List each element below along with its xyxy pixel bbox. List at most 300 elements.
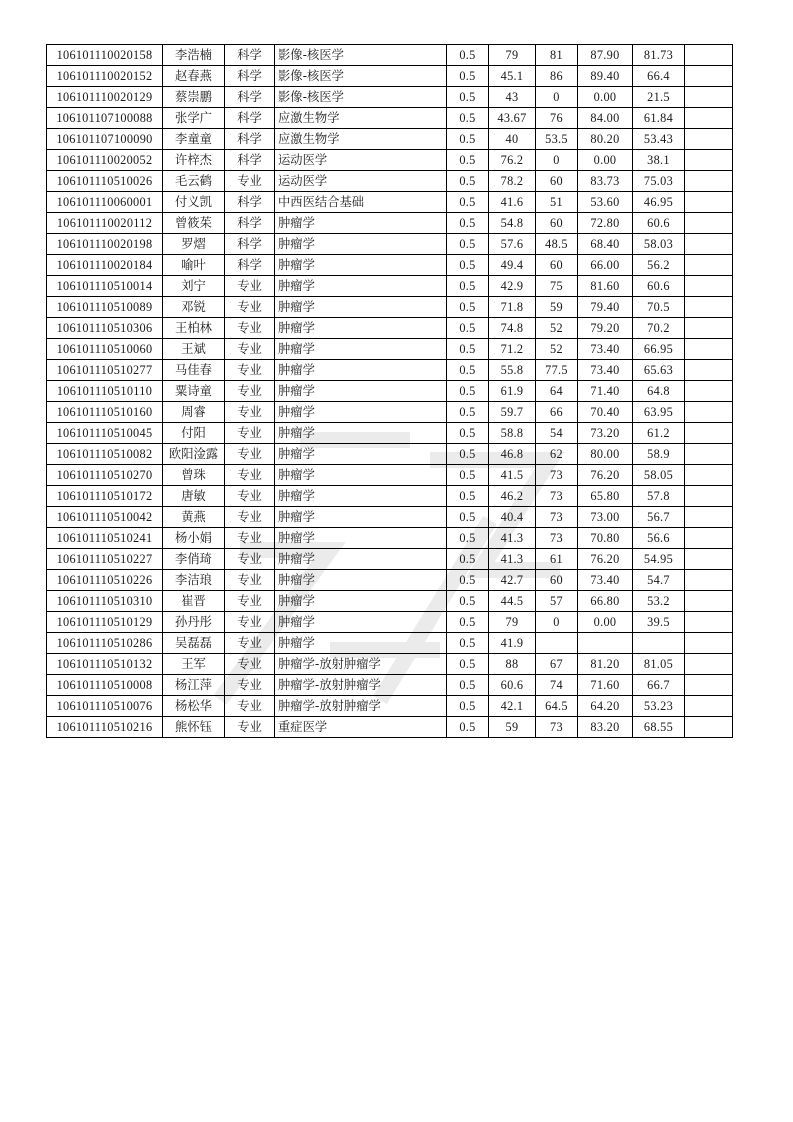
table-body — [47, 45, 733, 738]
cell-remark — [685, 717, 733, 738]
table-row — [47, 675, 733, 696]
cell-comprehensive-score: 83.73 — [578, 171, 633, 192]
table-row — [47, 591, 733, 612]
cell-comprehensive-score: 72.80 — [578, 213, 633, 234]
cell-total-score: 53.43 — [633, 129, 685, 150]
table-row — [47, 444, 733, 465]
table-row — [47, 381, 733, 402]
cell-major: 肿瘤学 — [275, 402, 447, 423]
table-row — [47, 549, 733, 570]
cell-major: 肿瘤学 — [275, 633, 447, 654]
cell-comprehensive-score: 66.00 — [578, 255, 633, 276]
cell-written-score: 58.8 — [489, 423, 536, 444]
cell-remark — [685, 360, 733, 381]
cell-degree-type: 科学 — [225, 150, 275, 171]
cell-interview-score: 0 — [536, 87, 578, 108]
cell-interview-score: 64 — [536, 381, 578, 402]
cell-degree-type: 专业 — [225, 465, 275, 486]
table-row — [47, 696, 733, 717]
table-row — [47, 108, 733, 129]
cell-remark — [685, 87, 733, 108]
cell-candidate-name: 赵春燕 — [163, 66, 225, 87]
cell-remark — [685, 549, 733, 570]
cell-major: 肿瘤学 — [275, 612, 447, 633]
cell-weight: 0.5 — [447, 150, 489, 171]
cell-candidate-name: 张学广 — [163, 108, 225, 129]
cell-total-score: 58.9 — [633, 444, 685, 465]
cell-total-score: 64.8 — [633, 381, 685, 402]
cell-remark — [685, 255, 733, 276]
cell-comprehensive-score: 89.40 — [578, 66, 633, 87]
cell-total-score: 60.6 — [633, 213, 685, 234]
cell-major: 肿瘤学 — [275, 339, 447, 360]
cell-remark — [685, 444, 733, 465]
cell-candidate-id: 106101110510089 — [47, 297, 163, 318]
cell-candidate-name: 毛云鹤 — [163, 171, 225, 192]
cell-weight: 0.5 — [447, 129, 489, 150]
cell-candidate-id: 106101110020112 — [47, 213, 163, 234]
cell-candidate-name: 孙丹彤 — [163, 612, 225, 633]
cell-remark — [685, 150, 733, 171]
cell-candidate-id: 106101110060001 — [47, 192, 163, 213]
cell-major: 影像-核医学 — [275, 87, 447, 108]
cell-candidate-name: 李俏琦 — [163, 549, 225, 570]
cell-major: 影像-核医学 — [275, 45, 447, 66]
cell-remark — [685, 570, 733, 591]
table-row — [47, 654, 733, 675]
cell-total-score — [633, 633, 685, 654]
cell-candidate-name: 王军 — [163, 654, 225, 675]
cell-weight: 0.5 — [447, 87, 489, 108]
cell-comprehensive-score: 79.20 — [578, 318, 633, 339]
cell-weight: 0.5 — [447, 381, 489, 402]
cell-interview-score: 75 — [536, 276, 578, 297]
cell-weight: 0.5 — [447, 507, 489, 528]
cell-candidate-name: 熊怀钰 — [163, 717, 225, 738]
cell-candidate-id: 106101110510082 — [47, 444, 163, 465]
cell-written-score: 40 — [489, 129, 536, 150]
cell-major: 影像-核医学 — [275, 66, 447, 87]
cell-major: 肿瘤学 — [275, 234, 447, 255]
cell-candidate-name: 付阳 — [163, 423, 225, 444]
cell-candidate-name: 欧阳淦露 — [163, 444, 225, 465]
cell-candidate-name: 吴磊磊 — [163, 633, 225, 654]
cell-total-score: 56.6 — [633, 528, 685, 549]
cell-remark — [685, 297, 733, 318]
cell-written-score: 42.1 — [489, 696, 536, 717]
cell-candidate-name: 粟诗童 — [163, 381, 225, 402]
cell-comprehensive-score: 84.00 — [578, 108, 633, 129]
cell-written-score: 40.4 — [489, 507, 536, 528]
table-row — [47, 192, 733, 213]
cell-interview-score: 48.5 — [536, 234, 578, 255]
cell-total-score: 53.2 — [633, 591, 685, 612]
table-row — [47, 171, 733, 192]
cell-comprehensive-score: 76.20 — [578, 549, 633, 570]
cell-total-score: 56.2 — [633, 255, 685, 276]
cell-remark — [685, 402, 733, 423]
cell-major: 肿瘤学 — [275, 465, 447, 486]
cell-candidate-id: 106101110510241 — [47, 528, 163, 549]
cell-interview-score: 86 — [536, 66, 578, 87]
cell-weight: 0.5 — [447, 192, 489, 213]
cell-total-score: 66.95 — [633, 339, 685, 360]
cell-remark — [685, 591, 733, 612]
cell-degree-type: 科学 — [225, 66, 275, 87]
cell-written-score: 60.6 — [489, 675, 536, 696]
cell-interview-score: 60 — [536, 213, 578, 234]
cell-major: 肿瘤学 — [275, 381, 447, 402]
cell-candidate-name: 崔晋 — [163, 591, 225, 612]
cell-weight: 0.5 — [447, 297, 489, 318]
cell-degree-type: 专业 — [225, 339, 275, 360]
cell-total-score: 81.73 — [633, 45, 685, 66]
cell-comprehensive-score: 73.40 — [578, 570, 633, 591]
cell-major: 肿瘤学 — [275, 444, 447, 465]
cell-written-score: 45.1 — [489, 66, 536, 87]
cell-total-score: 56.7 — [633, 507, 685, 528]
cell-written-score: 46.2 — [489, 486, 536, 507]
cell-candidate-id: 106101110510060 — [47, 339, 163, 360]
cell-comprehensive-score: 71.40 — [578, 381, 633, 402]
cell-candidate-id: 106101110510160 — [47, 402, 163, 423]
cell-written-score: 59 — [489, 717, 536, 738]
cell-weight: 0.5 — [447, 465, 489, 486]
table-row — [47, 87, 733, 108]
cell-remark — [685, 171, 733, 192]
cell-candidate-name: 杨小娟 — [163, 528, 225, 549]
cell-weight: 0.5 — [447, 255, 489, 276]
cell-remark — [685, 108, 733, 129]
cell-candidate-name: 周睿 — [163, 402, 225, 423]
cell-degree-type: 专业 — [225, 696, 275, 717]
cell-interview-score: 77.5 — [536, 360, 578, 381]
cell-interview-score: 76 — [536, 108, 578, 129]
cell-degree-type: 科学 — [225, 255, 275, 276]
cell-weight: 0.5 — [447, 213, 489, 234]
cell-written-score: 59.7 — [489, 402, 536, 423]
cell-comprehensive-score: 0.00 — [578, 150, 633, 171]
cell-total-score: 21.5 — [633, 87, 685, 108]
cell-total-score: 70.5 — [633, 297, 685, 318]
table-row — [47, 66, 733, 87]
cell-total-score: 60.6 — [633, 276, 685, 297]
cell-interview-score: 73 — [536, 507, 578, 528]
cell-degree-type: 专业 — [225, 171, 275, 192]
table-row — [47, 297, 733, 318]
cell-weight: 0.5 — [447, 66, 489, 87]
cell-remark — [685, 276, 733, 297]
cell-major: 应激生物学 — [275, 129, 447, 150]
cell-written-score: 71.2 — [489, 339, 536, 360]
cell-candidate-id: 106101110510286 — [47, 633, 163, 654]
candidate-score-table — [46, 44, 733, 738]
cell-comprehensive-score: 73.40 — [578, 360, 633, 381]
cell-candidate-id: 106101110510277 — [47, 360, 163, 381]
score-table-container — [46, 44, 732, 738]
cell-remark — [685, 66, 733, 87]
cell-weight: 0.5 — [447, 444, 489, 465]
table-row — [47, 486, 733, 507]
cell-written-score: 54.8 — [489, 213, 536, 234]
cell-weight: 0.5 — [447, 654, 489, 675]
cell-comprehensive-score: 68.40 — [578, 234, 633, 255]
cell-written-score: 41.5 — [489, 465, 536, 486]
cell-written-score: 61.9 — [489, 381, 536, 402]
cell-candidate-id: 106101110510026 — [47, 171, 163, 192]
cell-comprehensive-score — [578, 633, 633, 654]
cell-candidate-id: 106101110510110 — [47, 381, 163, 402]
cell-degree-type: 专业 — [225, 381, 275, 402]
cell-major: 运动医学 — [275, 150, 447, 171]
cell-candidate-id: 106101110020158 — [47, 45, 163, 66]
cell-candidate-id: 106101110510076 — [47, 696, 163, 717]
cell-written-score: 79 — [489, 612, 536, 633]
cell-candidate-name: 曾筱茱 — [163, 213, 225, 234]
cell-written-score: 41.3 — [489, 528, 536, 549]
cell-remark — [685, 423, 733, 444]
cell-total-score: 65.63 — [633, 360, 685, 381]
cell-candidate-name: 许梓杰 — [163, 150, 225, 171]
cell-major: 肿瘤学 — [275, 591, 447, 612]
cell-remark — [685, 675, 733, 696]
table-row — [47, 339, 733, 360]
cell-major: 应激生物学 — [275, 108, 447, 129]
cell-major: 肿瘤学 — [275, 570, 447, 591]
cell-comprehensive-score: 65.80 — [578, 486, 633, 507]
cell-interview-score: 73 — [536, 486, 578, 507]
cell-remark — [685, 129, 733, 150]
table-row — [47, 402, 733, 423]
cell-candidate-name: 王斌 — [163, 339, 225, 360]
cell-candidate-id: 106101107100088 — [47, 108, 163, 129]
cell-comprehensive-score: 80.00 — [578, 444, 633, 465]
cell-interview-score — [536, 633, 578, 654]
cell-candidate-id: 106101110510270 — [47, 465, 163, 486]
cell-major: 肿瘤学-放射肿瘤学 — [275, 696, 447, 717]
cell-total-score: 66.4 — [633, 66, 685, 87]
cell-written-score: 79 — [489, 45, 536, 66]
cell-weight: 0.5 — [447, 696, 489, 717]
cell-written-score: 44.5 — [489, 591, 536, 612]
cell-candidate-name: 唐敏 — [163, 486, 225, 507]
cell-degree-type: 科学 — [225, 234, 275, 255]
cell-major: 肿瘤学 — [275, 276, 447, 297]
cell-total-score: 58.05 — [633, 465, 685, 486]
cell-comprehensive-score: 53.60 — [578, 192, 633, 213]
cell-candidate-id: 106101110510172 — [47, 486, 163, 507]
cell-candidate-id: 106101110020184 — [47, 255, 163, 276]
cell-weight: 0.5 — [447, 549, 489, 570]
table-row — [47, 507, 733, 528]
cell-degree-type: 专业 — [225, 591, 275, 612]
cell-degree-type: 科学 — [225, 87, 275, 108]
cell-candidate-name: 杨江萍 — [163, 675, 225, 696]
cell-candidate-id: 106101110020198 — [47, 234, 163, 255]
cell-remark — [685, 318, 733, 339]
cell-total-score: 53.23 — [633, 696, 685, 717]
table-row — [47, 150, 733, 171]
cell-comprehensive-score: 70.80 — [578, 528, 633, 549]
cell-candidate-id: 106101110020152 — [47, 66, 163, 87]
cell-remark — [685, 654, 733, 675]
cell-major: 重症医学 — [275, 717, 447, 738]
cell-interview-score: 66 — [536, 402, 578, 423]
cell-written-score: 41.6 — [489, 192, 536, 213]
cell-total-score: 63.95 — [633, 402, 685, 423]
cell-interview-score: 61 — [536, 549, 578, 570]
cell-interview-score: 73 — [536, 465, 578, 486]
cell-total-score: 75.03 — [633, 171, 685, 192]
cell-candidate-name: 曾珠 — [163, 465, 225, 486]
cell-candidate-id: 106101110510216 — [47, 717, 163, 738]
cell-total-score: 58.03 — [633, 234, 685, 255]
cell-comprehensive-score: 79.40 — [578, 297, 633, 318]
cell-comprehensive-score: 0.00 — [578, 612, 633, 633]
cell-candidate-id: 106101110020052 — [47, 150, 163, 171]
cell-candidate-id: 106101110020129 — [47, 87, 163, 108]
cell-major: 肿瘤学 — [275, 423, 447, 444]
cell-major: 肿瘤学 — [275, 360, 447, 381]
cell-remark — [685, 528, 733, 549]
cell-remark — [685, 612, 733, 633]
cell-total-score: 66.7 — [633, 675, 685, 696]
cell-interview-score: 0 — [536, 150, 578, 171]
cell-interview-score: 0 — [536, 612, 578, 633]
cell-degree-type: 专业 — [225, 570, 275, 591]
cell-comprehensive-score: 81.20 — [578, 654, 633, 675]
table-row — [47, 255, 733, 276]
cell-degree-type: 科学 — [225, 129, 275, 150]
cell-interview-score: 54 — [536, 423, 578, 444]
table-row — [47, 423, 733, 444]
cell-total-score: 61.84 — [633, 108, 685, 129]
cell-written-score: 71.8 — [489, 297, 536, 318]
cell-interview-score: 67 — [536, 654, 578, 675]
cell-interview-score: 62 — [536, 444, 578, 465]
table-row — [47, 633, 733, 654]
cell-total-score: 57.8 — [633, 486, 685, 507]
cell-major: 肿瘤学 — [275, 528, 447, 549]
cell-degree-type: 科学 — [225, 192, 275, 213]
table-row — [47, 276, 733, 297]
cell-written-score: 74.8 — [489, 318, 536, 339]
cell-interview-score: 52 — [536, 339, 578, 360]
cell-degree-type: 专业 — [225, 402, 275, 423]
cell-weight: 0.5 — [447, 591, 489, 612]
cell-candidate-id: 106101110510227 — [47, 549, 163, 570]
cell-remark — [685, 465, 733, 486]
cell-weight: 0.5 — [447, 612, 489, 633]
cell-remark — [685, 381, 733, 402]
cell-remark — [685, 507, 733, 528]
cell-total-score: 46.95 — [633, 192, 685, 213]
cell-candidate-name: 王柏林 — [163, 318, 225, 339]
cell-total-score: 39.5 — [633, 612, 685, 633]
cell-written-score: 49.4 — [489, 255, 536, 276]
cell-comprehensive-score: 73.00 — [578, 507, 633, 528]
cell-weight: 0.5 — [447, 234, 489, 255]
cell-candidate-id: 106101110510132 — [47, 654, 163, 675]
cell-degree-type: 专业 — [225, 423, 275, 444]
cell-interview-score: 74 — [536, 675, 578, 696]
cell-candidate-id: 106101110510042 — [47, 507, 163, 528]
cell-candidate-id: 106101110510226 — [47, 570, 163, 591]
cell-degree-type: 专业 — [225, 360, 275, 381]
cell-degree-type: 专业 — [225, 297, 275, 318]
cell-candidate-name: 刘宁 — [163, 276, 225, 297]
cell-candidate-id: 106101107100090 — [47, 129, 163, 150]
cell-weight: 0.5 — [447, 339, 489, 360]
cell-written-score: 88 — [489, 654, 536, 675]
cell-remark — [685, 339, 733, 360]
cell-written-score: 42.9 — [489, 276, 536, 297]
cell-major: 运动医学 — [275, 171, 447, 192]
cell-total-score: 54.7 — [633, 570, 685, 591]
cell-degree-type: 专业 — [225, 717, 275, 738]
table-row — [47, 234, 733, 255]
cell-candidate-name: 付义凯 — [163, 192, 225, 213]
table-row — [47, 570, 733, 591]
cell-degree-type: 科学 — [225, 213, 275, 234]
cell-weight: 0.5 — [447, 45, 489, 66]
table-row — [47, 612, 733, 633]
cell-degree-type: 科学 — [225, 45, 275, 66]
cell-degree-type: 专业 — [225, 654, 275, 675]
cell-comprehensive-score: 80.20 — [578, 129, 633, 150]
cell-weight: 0.5 — [447, 717, 489, 738]
cell-candidate-id: 106101110510306 — [47, 318, 163, 339]
table-row — [47, 318, 733, 339]
cell-candidate-name: 马佳春 — [163, 360, 225, 381]
cell-written-score: 57.6 — [489, 234, 536, 255]
table-row — [47, 129, 733, 150]
cell-written-score: 41.9 — [489, 633, 536, 654]
cell-candidate-id: 106101110510008 — [47, 675, 163, 696]
cell-written-score: 42.7 — [489, 570, 536, 591]
cell-degree-type: 专业 — [225, 528, 275, 549]
cell-weight: 0.5 — [447, 570, 489, 591]
cell-remark — [685, 213, 733, 234]
cell-major: 肿瘤学 — [275, 255, 447, 276]
cell-interview-score: 81 — [536, 45, 578, 66]
cell-weight: 0.5 — [447, 276, 489, 297]
cell-weight: 0.5 — [447, 360, 489, 381]
cell-comprehensive-score: 73.40 — [578, 339, 633, 360]
table-row — [47, 717, 733, 738]
cell-remark — [685, 486, 733, 507]
cell-remark — [685, 45, 733, 66]
cell-written-score: 78.2 — [489, 171, 536, 192]
table-row — [47, 213, 733, 234]
cell-candidate-name: 喻叶 — [163, 255, 225, 276]
cell-total-score: 70.2 — [633, 318, 685, 339]
table-row — [47, 528, 733, 549]
cell-comprehensive-score: 71.60 — [578, 675, 633, 696]
cell-comprehensive-score: 73.20 — [578, 423, 633, 444]
cell-degree-type: 科学 — [225, 108, 275, 129]
cell-written-score: 41.3 — [489, 549, 536, 570]
cell-comprehensive-score: 76.20 — [578, 465, 633, 486]
cell-interview-score: 57 — [536, 591, 578, 612]
cell-comprehensive-score: 0.00 — [578, 87, 633, 108]
cell-remark — [685, 234, 733, 255]
cell-weight: 0.5 — [447, 423, 489, 444]
cell-candidate-id: 106101110510045 — [47, 423, 163, 444]
cell-weight: 0.5 — [447, 402, 489, 423]
cell-comprehensive-score: 87.90 — [578, 45, 633, 66]
cell-degree-type: 专业 — [225, 276, 275, 297]
